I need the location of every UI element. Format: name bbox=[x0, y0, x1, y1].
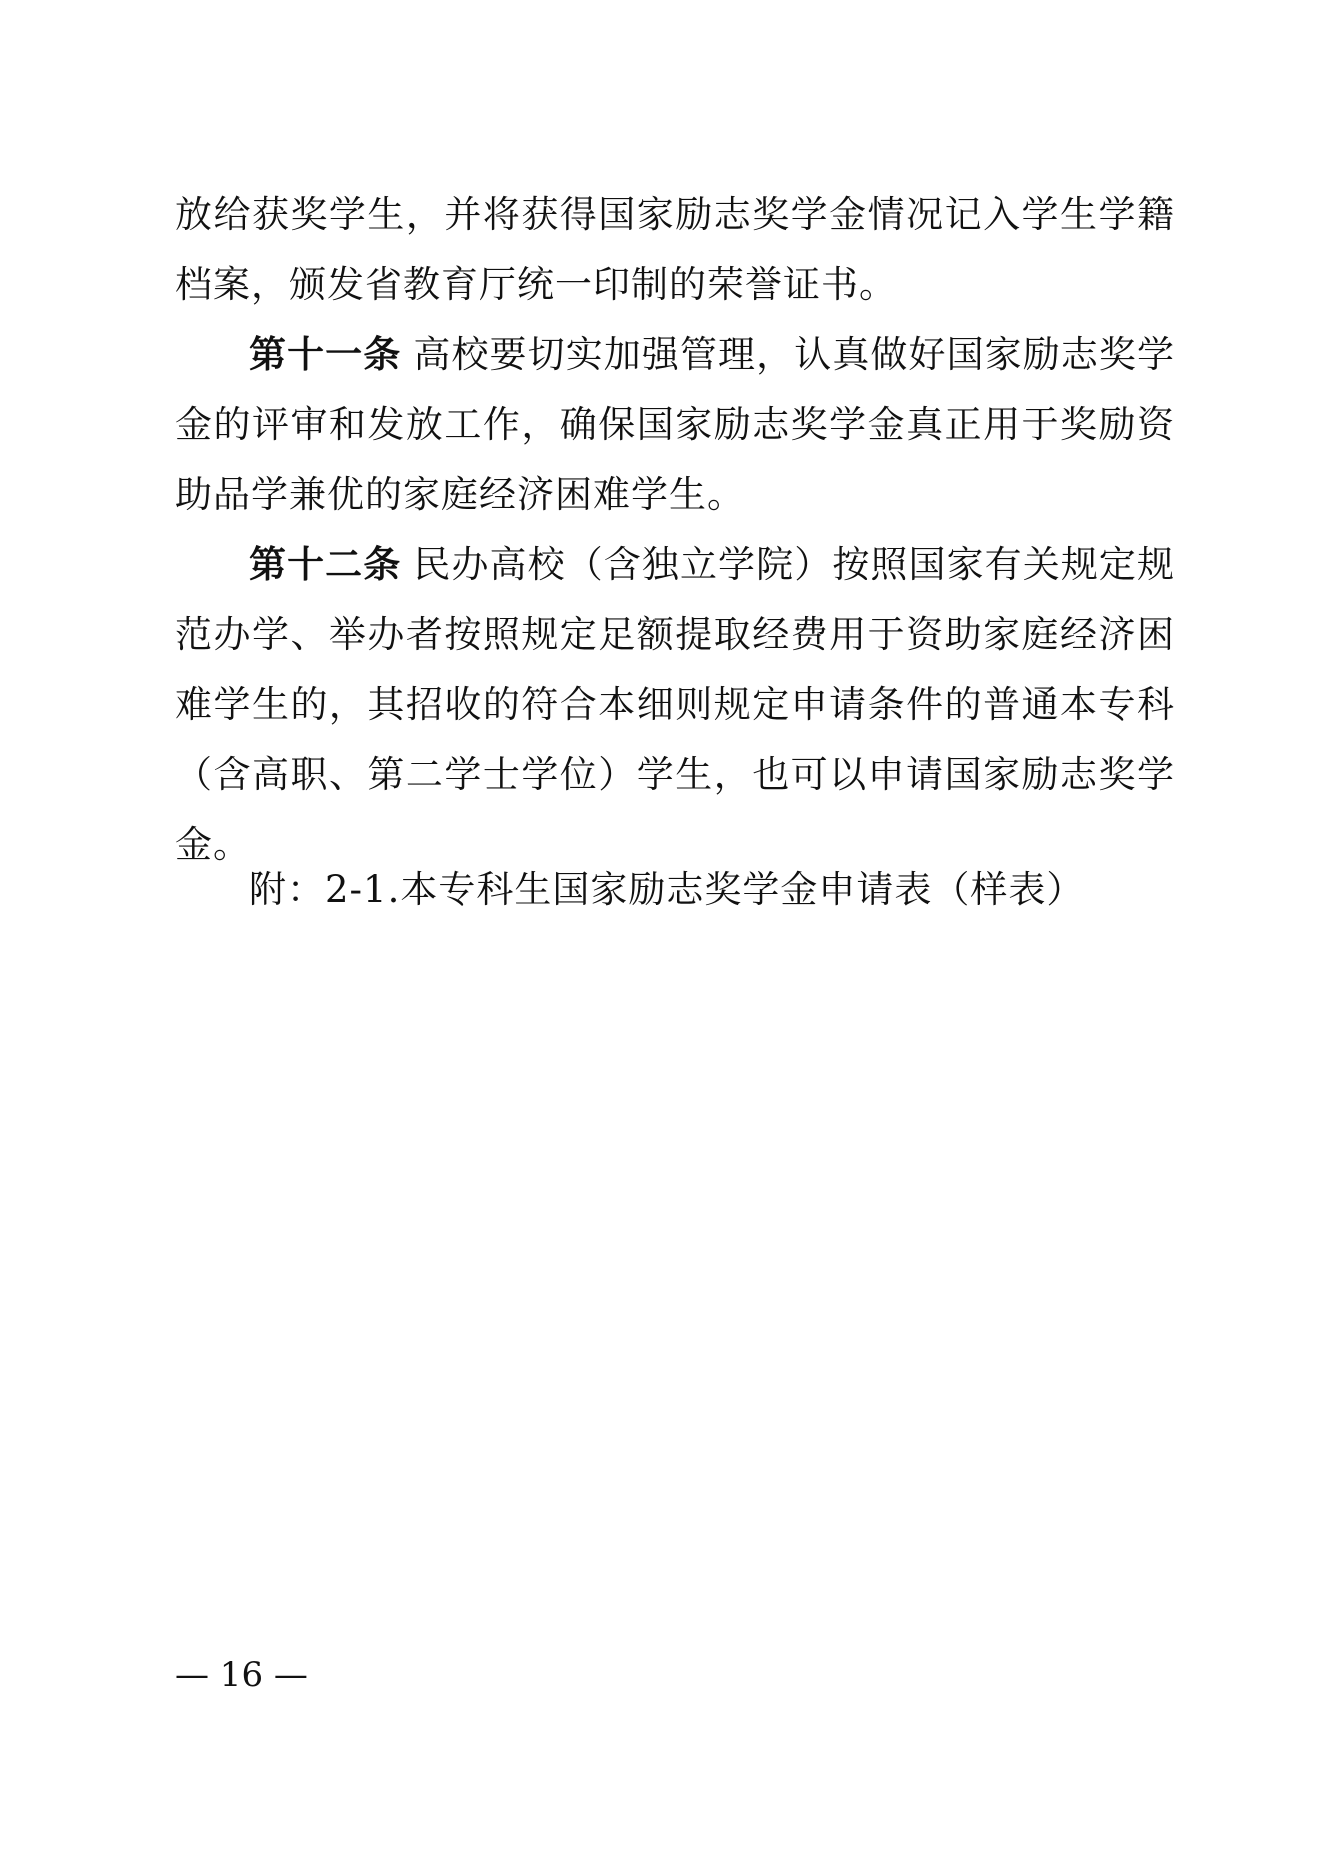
article-12 bbox=[175, 530, 1175, 880]
article-title: 第十二条 bbox=[249, 543, 402, 586]
article-text: 高校要切实加强管理，认真做好国家励志奖学金的评审和发放工作，确保国家励志奖学金真正用于奖励资助品学兼优的家庭经济困难学生。 bbox=[175, 333, 1176, 516]
paragraph-text: 放给获奖学生，并将获得国家励志奖学金情况记入学生学籍档案，颁发省教育厅统一印制的荣誉证书。 bbox=[175, 193, 1175, 306]
article-11 bbox=[175, 320, 1175, 530]
attachment-note: 附：2-1.本专科生国家励志奖学金申请表（样表） bbox=[249, 868, 1085, 911]
page-number: — 16 — bbox=[175, 1655, 308, 1695]
document-body bbox=[175, 180, 1175, 880]
article-title: 第十一条 bbox=[249, 333, 402, 376]
article-text: 民办高校（含独立学院）按照国家有关规定规范办学、举办者按照规定足额提取经费用于资助家庭经济困难学生的，其招收的符合本细则规定申请条件的普通本专科（含高职、第二学士学位）学生，也可以申请国家励志奖学金。 bbox=[175, 543, 1176, 866]
paragraph-continuation bbox=[175, 180, 1175, 320]
